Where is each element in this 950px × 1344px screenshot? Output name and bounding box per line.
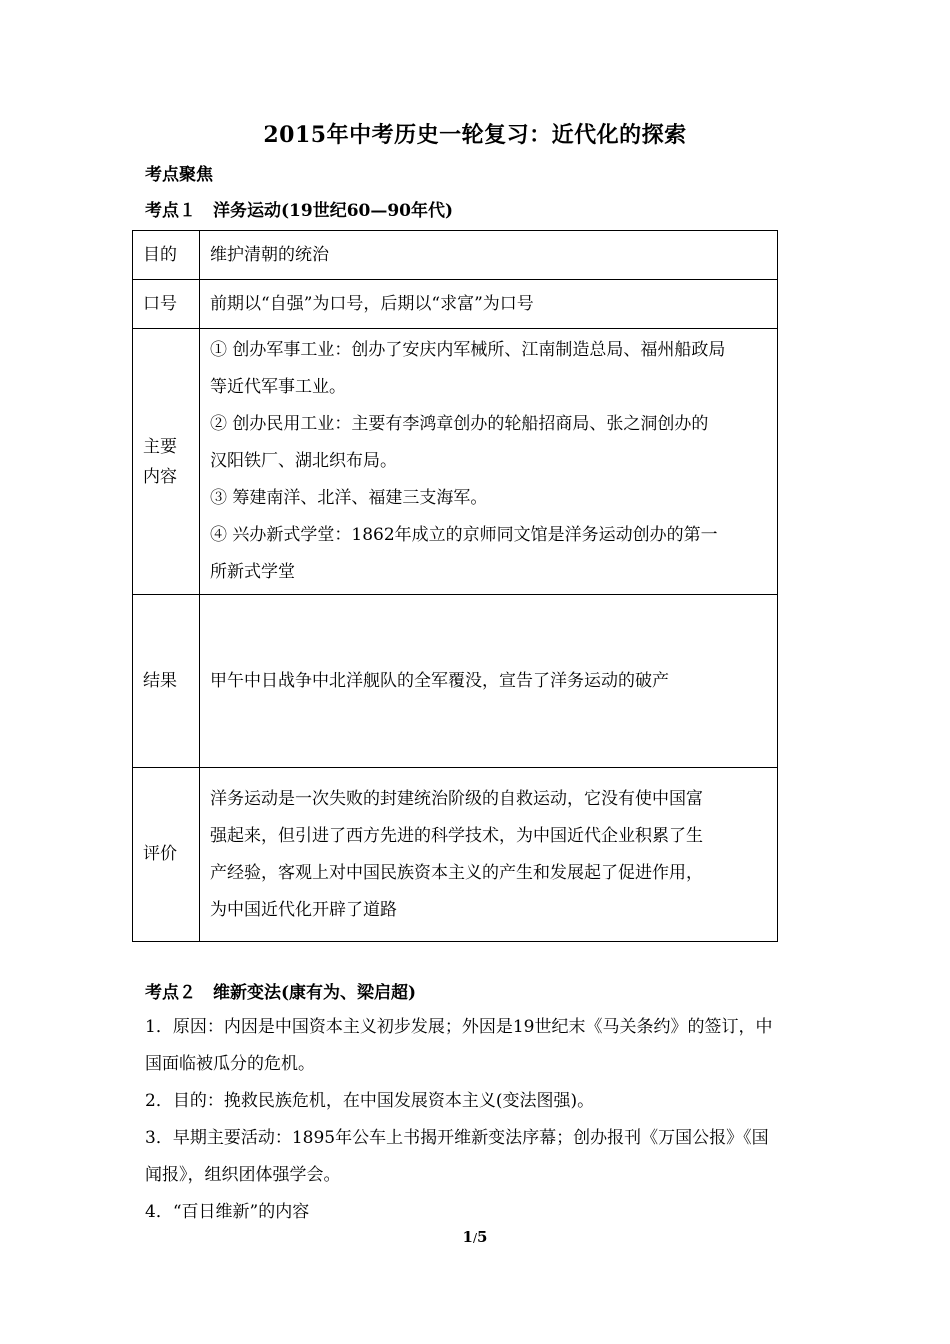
point1-heading: 考点１ 洋务运动(19世纪60—90年代)	[145, 201, 454, 221]
paragraph-line: 2．目的：挽救民族危机，在中国发展资本主义(变法图强)。	[145, 1091, 595, 1111]
paragraph-line: 国面临被瓜分的危机。	[145, 1054, 315, 1074]
point2-heading: 考点２ 维新变法(康有为、梁启超)	[145, 983, 417, 1003]
content-line: 为中国近代化开辟了道路	[210, 899, 397, 920]
total-pages: 5	[477, 1228, 488, 1246]
content-line: ③ 筹建南洋、北洋、福建三支海军。	[210, 488, 488, 508]
content-line: 等近代军事工业。	[210, 377, 346, 397]
document-title: 2015年中考历史一轮复习：近代化的探索	[263, 122, 687, 148]
paragraph-line: 4．“百日维新”的内容	[145, 1202, 310, 1222]
paragraph-line: 1．原因：内因是中国资本主义初步发展；外因是19世纪末《马关条约》的签订，中	[145, 1017, 773, 1037]
table-row	[133, 231, 778, 280]
westernization-table	[132, 230, 778, 942]
row-label: 口号	[133, 280, 200, 329]
row-content	[200, 280, 778, 329]
row-label: 评价	[133, 768, 200, 942]
content-line: ② 创办民用工业：主要有李鸿章创办的轮船招商局、张之洞创办的	[210, 414, 709, 434]
row-label: 目的	[133, 231, 200, 280]
content-line: 所新式学堂	[210, 562, 295, 582]
row-label	[133, 329, 200, 595]
paragraph-line: 3．早期主要活动：1895年公车上书揭开维新变法序幕；创办报刊《万国公报》《国	[145, 1128, 769, 1148]
content-line: 产经验，客观上对中国民族资本主义的产生和发展起了促进作用，	[210, 862, 703, 883]
row-content	[200, 595, 778, 768]
table-row	[133, 595, 778, 768]
content-line: 洋务运动是一次失败的封建统治阶级的自救运动，它没有使中国富	[210, 788, 703, 809]
content-line: 汉阳铁厂、湖北织布局。	[210, 451, 397, 471]
table-row	[133, 768, 778, 942]
section-heading-focus: 考点聚焦	[145, 165, 213, 185]
content-line: 前期以“自强”为口号，后期以“求富”为口号	[210, 293, 534, 314]
paragraph-line: 闻报》，组织团体强学会。	[145, 1165, 341, 1185]
row-label: 结果	[133, 595, 200, 768]
row-content	[200, 329, 778, 595]
row-label-text: 主要内容	[143, 436, 177, 487]
table-row	[133, 280, 778, 329]
content-line: ④ 兴办新式学堂：1862年成立的京师同文馆是洋务运动创办的第一	[210, 525, 718, 545]
content-line: 强起来，但引进了西方先进的科学技术，为中国近代企业积累了生	[210, 825, 703, 846]
page-number	[0, 1228, 950, 1246]
row-content	[200, 231, 778, 280]
content-line: 甲午中日战争中北洋舰队的全军覆没，宣告了洋务运动的破产	[210, 670, 669, 691]
current-page: 1	[462, 1228, 473, 1246]
table-row	[133, 329, 778, 595]
point2-body	[145, 1009, 825, 1231]
row-content	[200, 768, 778, 942]
page-separator: /	[472, 1231, 478, 1245]
content-line: 维护清朝的统治	[210, 244, 329, 265]
content-line: ① 创办军事工业：创办了安庆内军械所、江南制造总局、福州船政局	[210, 340, 726, 360]
